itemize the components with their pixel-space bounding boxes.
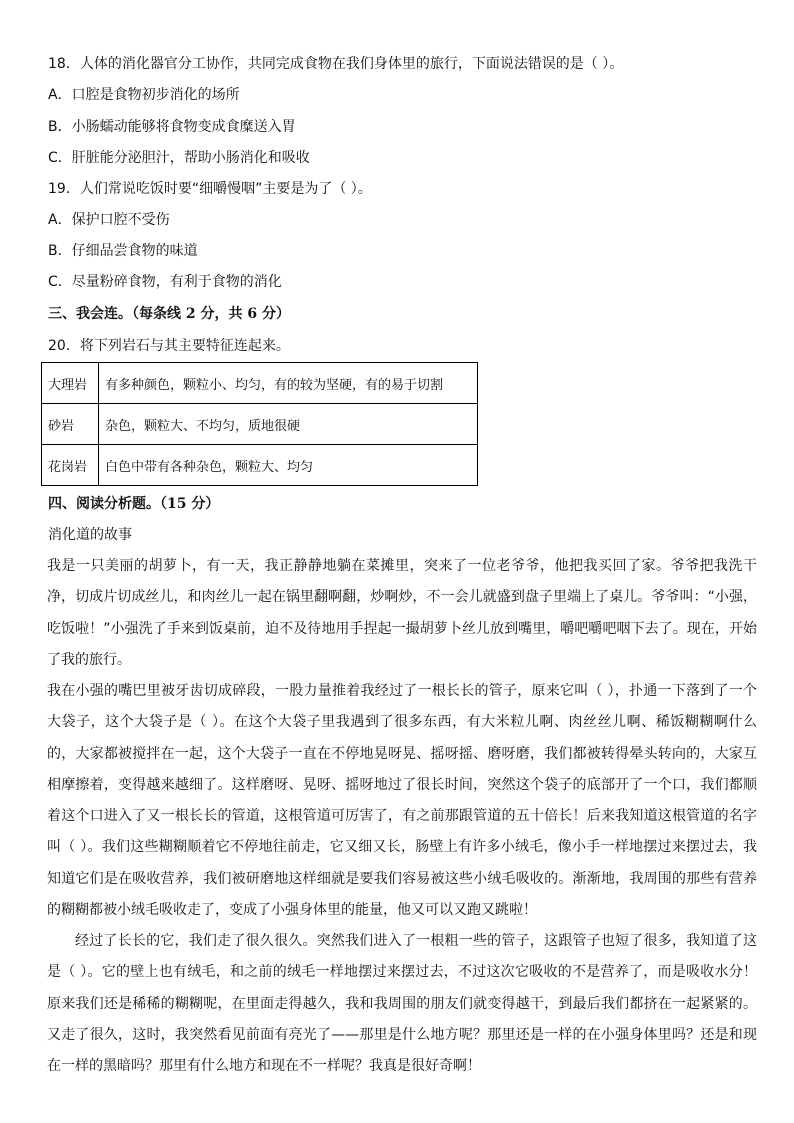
question-19-option-b: B．仔细品尝食物的味道 [48,243,198,259]
question-18-option-c: C．肝脏能分泌胆汁，帮助小肠消化和吸收 [48,150,310,166]
table-row [42,445,478,486]
story-title: 消化道的故事 [48,527,132,543]
table-row [42,404,478,445]
rock-feature-table [41,362,478,486]
rock-feature: 杂色，颗粒大、不均匀，质地很硬 [99,404,478,445]
story-paragraph-3: 经过了长长的它，我们走了很久很久。突然我们进入了一根粗一些的管子，这跟管子也短了很多，我知道了这是（ ）。它的壁上也有绒毛，和之前的绒毛一样地摆过来摆过去，不过这次它吸收的不是营养了，而是吸收水分！原来我们还是稀稀的糊糊呢，在里面走得越久，我和我周围的朋友们就变得越干，到最后我们都挤在一起紧紧的。又走了很久，这时，我突然看见前面有亮光了——那里是什么地方呢？那里还是一样的在小强身体里吗？还是和现在一样的黑暗吗？那里有什么地方和现在不一样呢？我真是很好奇啊！ [47,933,757,1075]
rock-name: 砂岩 [42,404,99,445]
question-20-stem: 20．将下列岩石与其主要特征连起来。 [48,338,290,354]
table-row [42,363,478,404]
rock-name: 大理岩 [42,363,99,404]
question-18-stem: 18．人体的消化器官分工协作，共同完成食物在我们身体里的旅行，下面说法错误的是（ ）。 [48,56,624,72]
rock-name: 花岗岩 [42,445,99,486]
section-3-heading: 三、我会连。（每条线 2 分，共 6 分） [48,306,290,322]
rock-feature: 白色中带有各种杂色，颗粒大、均匀 [99,445,478,486]
question-18-option-b: B．小肠蠕动能够将食物变成食糜送入胃 [48,119,296,135]
question-19-option-a: A．保护口腔不受伤 [48,212,170,228]
story-paragraph-1: 我是一只美丽的胡萝卜，有一天，我正静静地躺在菜摊里，突来了一位老爷爷，他把我买回了家。爷爷把我洗干净，切成片切成丝儿，和肉丝儿一起在锅里翻啊翻，炒啊炒，不一会儿就盛到盘子里端上了桌儿。爷爷叫：“小强，吃饭啦！”小强洗了手来到饭桌前，迫不及待地用手捏起一撮胡萝卜丝儿放到嘴里，嚼吧嚼吧咽下去了。现在，开始了我的旅行。 [47,558,757,668]
question-19-stem: 19．人们常说吃饭时要“细嚼慢咽”主要是为了（ ）。 [48,181,372,197]
story-paragraph-2: 我在小强的嘴巴里被牙齿切成碎段，一股力量推着我经过了一根长长的管子，原来它叫（ ），扑通一下落到了一个大袋子，这个大袋子是（ ）。在这个大袋子里我遇到了很多东西，有大米粒儿啊、肉丝丝儿啊、稀饭糊糊啊什么的，大家都被搅拌在一起，这个大袋子一直在不停地晃呀晃、摇呀摇、磨呀磨，我们都被转得晕头转向的，大家互相摩擦着，变得越来越细了。这样磨呀、晃呀、摇呀地过了很长时间，突然这个袋子的底部开了一个口，我们都顺着这个口进入了又一根长长的管道，这根管道可厉害了，有之前那跟管道的五十倍长！后来我知道这根管道的名字叫（ ）。我们这些糊糊顺着它不停地往前走，它又细又长，肠壁上有许多小绒毛，像小手一样地摆过来摆过去，我知道它们是在吸收营养，我们被研磨地这样细就是要我们容易被这些小绒毛吸收的。渐渐地，我周围的那些有营养的糊糊都被小绒毛吸收走了，变成了小强身体里的能量，他又可以又跑又跳啦！ [47,683,757,919]
question-18-option-a: A．口腔是食物初步消化的场所 [48,87,240,103]
question-19-option-c: C．尽量粉碎食物，有利于食物的消化 [48,274,282,290]
rock-feature: 有多种颜色，颗粒小、均匀，有的较为坚硬，有的易于切割 [99,363,478,404]
section-4-heading: 四、阅读分析题。（15 分） [48,496,220,512]
